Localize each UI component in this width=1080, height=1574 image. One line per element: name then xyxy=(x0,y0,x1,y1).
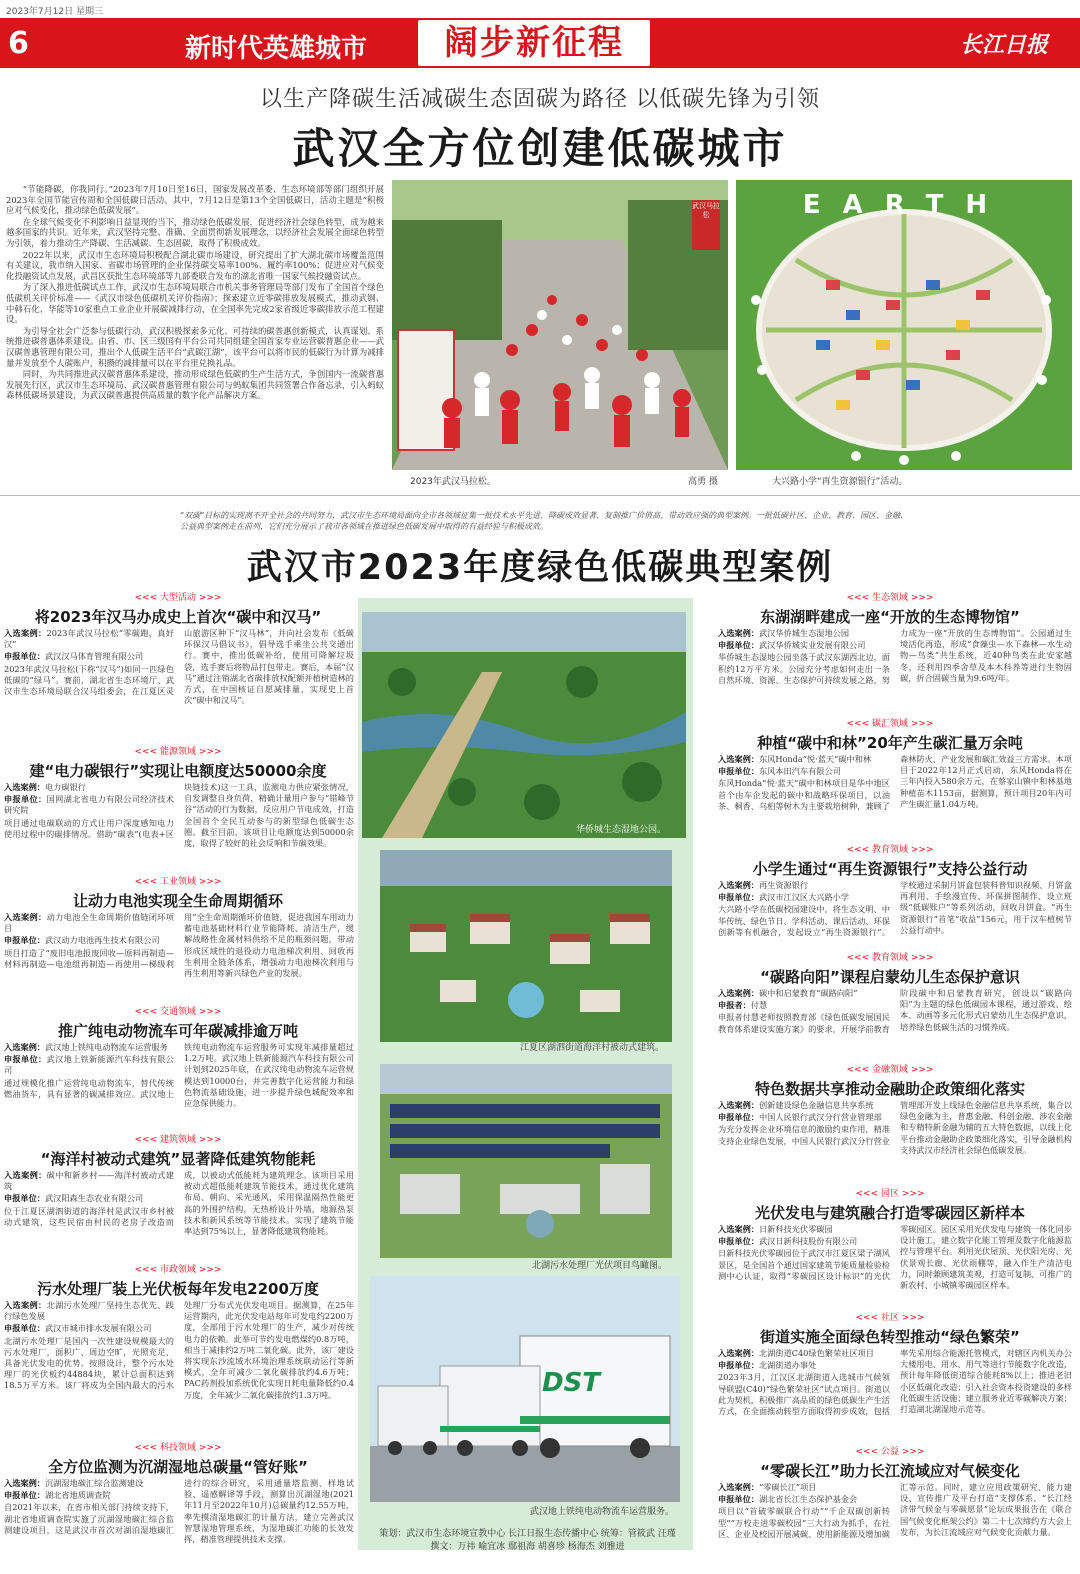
ev-fleet-photo xyxy=(370,1276,680,1502)
case-title: 东湖湖畔建成一座“开放的生态博物馆” xyxy=(760,608,1020,626)
case-title: 污水处理厂装上光伏板每年发电2200万度 xyxy=(37,1280,319,1298)
unit-label: 申报单位： xyxy=(4,1054,47,1065)
tag-label: 生态领域 xyxy=(871,593,908,603)
earth-activity-photo xyxy=(736,180,1072,470)
tag-park: <<< 园区 >>> xyxy=(855,1189,925,1199)
unit-label: 申报单位： xyxy=(718,1236,759,1247)
tag-label: 教育领域 xyxy=(871,845,908,855)
case-entry: 北湖街道C40绿色繁荣社区项目 xyxy=(758,1348,874,1358)
tag-building: <<< 建筑领域 >>> xyxy=(134,1135,222,1145)
case-title: 建“电力碳银行”实现让电额度达50000余度 xyxy=(29,762,327,780)
case-entry: 2023年武汉马拉松“零碳跑，真好汉” xyxy=(4,628,174,650)
reporter-label: 申报者： xyxy=(718,1000,751,1011)
tag-carbon-sink: <<< 碳汇领域 >>> xyxy=(846,719,934,729)
column-title: 新时代英雄城市 xyxy=(185,34,368,64)
earth-illustration xyxy=(736,180,1072,470)
tag-label: 金融领域 xyxy=(871,1065,908,1075)
cases-summary: “双碳”目标的实现离不开全社会的共同努力，武汉市生态环境局面向全市各领域征集一批技术水平先进、降碳成效显著、复制推广价值高、带动效应强的典型案例。一批低碳社区、企业、教育、园区、金融、公益典型案例走在前列，它们充分展示了我市各领域在推进绿色低碳发展中取得的有益经验与积极成效。 xyxy=(180,511,909,531)
marathon-illustration xyxy=(392,180,728,470)
village-illustration xyxy=(380,850,672,1042)
main-headline: 武汉全方位创建低碳城市 xyxy=(292,124,788,173)
case-unit: 北湖街道办事处 xyxy=(758,1360,817,1371)
case-unit: 中国人民银行武汉分行营业管理部 xyxy=(758,1112,882,1123)
tag-label: 科技领域 xyxy=(159,1443,196,1453)
entry-label: 入选案例： xyxy=(718,628,759,638)
case-entry: 北湖污水处理厂坚持生态优先、践行绿色发展 xyxy=(4,1300,174,1322)
tag-label: 碳汇领域 xyxy=(871,719,908,729)
unit-label: 申报单位： xyxy=(4,794,47,805)
case-title: 种植“碳中和林”20年产生碳汇量万余吨 xyxy=(757,734,1023,752)
case-entry: 日新科技光伏零碳园 xyxy=(758,1224,833,1234)
subheadline: 以生产降碳生活减碳生态固碳为路径 以低碳先锋为引领 xyxy=(260,87,820,112)
case-body xyxy=(718,628,1072,712)
entry-label: 入选案例： xyxy=(718,1224,759,1234)
newspaper-logo: 长江日报 xyxy=(960,32,1049,58)
case-unit: 武汉动力电池再生技术有限公司 xyxy=(44,935,160,946)
entry-label: 入选案例： xyxy=(4,1170,47,1180)
tag-municipal: <<< 市政领域 >>> xyxy=(134,1265,222,1275)
case-text: 项目打造了“废旧电池报废回收—原料再制造—材料再制造—电池组再制造—再使用—梯级利用”全生命周期循环价值链，促进我国车用动力蓄电池基础材料行业节能降耗、清洁生产，缓解战略性金属材料供给不足的瓶颈问题，带动形成区域性的退役动力电池梯次利用、回收再生利用全链条体系，增强动力电池梯次利用与再生利用等新兴绿色产业的发展。 xyxy=(4,912,354,979)
village-photo xyxy=(380,850,672,1042)
marathon-caption: 2023年武汉马拉松。 xyxy=(410,477,496,487)
case-text: 项目以“首破零碳联合行动”“千企双碳创新转型”“万校走进零碳校园”三大行动为抓手，在社区、企业及校园开展减碳、使用新能源及增加碳汇等示范。同时，建立应用政策研究、能力建设、宣传推广及平台打造“支撑体系，“长江经济带气候金与零碳愿景”论坛成果报告在《联合国气候变化框架公约》第二十七次缔约方大会上发布，为长江流域应对气候变化贡献力量。 xyxy=(718,1482,1072,1539)
case-body xyxy=(718,880,1072,948)
case-body xyxy=(4,1478,354,1570)
tag-tech: <<< 科技领域 >>> xyxy=(134,1443,222,1453)
page-number: 6 xyxy=(8,26,29,61)
case-entry: “零碳长江”项目 xyxy=(758,1482,817,1492)
case-body xyxy=(718,1100,1072,1182)
credits xyxy=(360,1528,695,1554)
unit-label: 申报单位： xyxy=(718,1112,759,1123)
tag-label: 社区 xyxy=(880,1313,899,1323)
race-sign-text: 武汉马拉松 xyxy=(692,202,720,219)
entry-label: 入选案例： xyxy=(718,754,759,764)
issue-weekday: 星期三 xyxy=(75,7,103,17)
tag-public-welfare: <<< 公益 >>> xyxy=(855,1447,925,1457)
unit-label: 申报单位： xyxy=(718,892,759,903)
case-text: 申报者付慧老师按照教育部《绿色低碳发展国民教育体系建设实施方案》的要求，开展学前教育阶段碳中和启蒙教育研究，创设以“碳路向阳”为主题的绿色低碳园本课程，通过游戏、绘本、动画等多元化形式启蒙幼儿生态保护意识，培养绿色低碳生活的习惯养成。 xyxy=(718,988,1072,1034)
case-text: 大兴路小学在低碳校园建设中，将生态文明、中华传统、绿色节日、学科活动、课后活动、环保创新等有机融合，发起设立“再生资源银行”。学校通过采制月饼盒包装科普知识视频、月饼盒再利用、手绘漫宣传、环保拼图制作、设立班级“低碳账户”等系列活动，回收月饼盒。“再生资源银行”首笔“收益”156元，用于汉车植树节公益行动中。 xyxy=(718,880,1072,937)
intro-paragraph: 2022年以来，武汉市生态环境局积极配合湖北碳市场建设，研究提出了扩大湖北碳市场覆盖范围有关建议，我市纳入国家、省碳市场管理的企业保持碳交易率100%、履约率100%；促进应对气候变化投融资试点发展，武昌区获批生态环境部等九部委联合发布的湖北省唯一国家气候投融资试点。 xyxy=(6,249,384,281)
case-unit: 东风本田汽车有限公司 xyxy=(758,766,841,777)
credits-plan: 策划：武汉市生态环境宣教中心 长江日报生态传播中心 统筹：管筱武 汪瑾 xyxy=(379,1529,676,1539)
credits-text: 撰文：万祎 喻宜冰 鄢祖海 胡喜珍 杨海杰 刘雅进 xyxy=(430,1542,625,1552)
case-title: 全方位监测为沉湖湿地总碳量“管好账” xyxy=(48,1458,308,1476)
unit-label: 申报单位： xyxy=(4,1323,45,1334)
trucks-illustration xyxy=(370,1276,680,1502)
unit-label: 申报单位： xyxy=(718,1360,759,1371)
case-entry: 动力电池全生命周期价值链闭环项目 xyxy=(4,912,174,934)
earth-letters: EARTH xyxy=(802,190,1010,220)
case-text: 2023年武汉马拉松(下称“汉马”)如同一匹绿色低碳的“绿马”。赛前，湖北省生态环境厅、武汉市生态环境局联合汉马组委会，在江夏区灵山旅游区种下“汉马林”，并向社会发布《低碳环保汉马倡议书》，倡导选手乘坐公共交通出行。赛中，推出低碳补给，使用可降解垃圾袋，选手赛后将物品打包带走。赛后，本届“汉马”通过注销湖北省碳排放权配额并植树造林的方式，在中国核证自愿减排量，实现史上首次“碳中和汉马”。 xyxy=(4,628,354,706)
case-body xyxy=(718,1482,1072,1570)
bus-caption: 武汉地上铁纯电动物流车运营服务。 xyxy=(530,1507,675,1517)
marathon-photo xyxy=(392,180,728,470)
entry-label: 入选案例： xyxy=(718,1100,759,1110)
case-entry: 再生资源银行 xyxy=(758,880,809,890)
park-caption: 华侨城生态湿地公园。 xyxy=(576,825,667,835)
case-title: 推广纯电动物流车可年碳减排逾万吨 xyxy=(57,1022,298,1040)
divider xyxy=(0,495,1080,496)
case-text: 项目通过电碳联动的方式让用户深度感知电力使用过程中的碳排情况。借助“碳表”(电表+区块链技术)这一工具，监测电力供应紧张情况，自发调整自身负荷，精确计量用户参与“错峰节谷”活动的行为数据，反应用户节电成效，打造全国首个全民互动参与的新型绿色低碳生态圈。截至目前，该项目让电额度达到50000余度，取得了较好的社会反响和节碳效果。 xyxy=(4,782,354,849)
case-text: 通过规模化推广运营纯电动物流车，替代传统燃油货车，具有显著的碳减排效应。武汉地上铁纯电动物流车运营服务可实现年减排量超过1.2万吨。武汉地上铁新能源汽车科技有限公司计划到2025年底，在武汉纯电动物流车运营规模达到10000台，并完善数字化运营能力和绿色物流基础设施，进一步提升绿色城配效率和应急保供能力。 xyxy=(4,1042,354,1109)
case-body xyxy=(718,754,1072,838)
intro-article xyxy=(6,184,384,484)
entry-label: 入选案例： xyxy=(718,988,759,998)
case-body xyxy=(718,1348,1072,1440)
case-title: “碳路向阳”课程启蒙幼儿生态保护意识 xyxy=(760,968,1020,986)
solar-illustration xyxy=(380,1064,672,1258)
case-unit: 武汉汉马体育管理有限公司 xyxy=(44,651,144,662)
column-slogan: 阔步新征程 xyxy=(418,20,650,66)
case-entry: 沉湖湿地碳汇综合监测建设 xyxy=(44,1478,144,1488)
unit-label: 申报单位： xyxy=(4,1193,45,1204)
tag-label: 大型活动 xyxy=(159,593,196,603)
unit-label: 申报单位： xyxy=(4,935,45,946)
case-body xyxy=(4,912,354,1002)
case-text: 位于江夏区湖泗街道的海洋村是武汉市乡村被动式建筑，这些民宿由村民的老房子改造而成，以被动式低能耗为建筑理念。该项目采用被动式超低能耗建筑节能技术，通过优化建筑布局、朝向、采光通风，采用保温隔热性能更高的外围护结构，无热桥设计外墙，地源热泵技术和新风系统等节能技术。实现了建筑节能率达到75%以上，显著降低建筑物能耗。 xyxy=(4,1170,354,1237)
case-title: “海洋村被动式建筑”显著降低建筑物能耗 xyxy=(40,1150,316,1168)
entry-label: 入选案例： xyxy=(718,880,759,890)
intro-paragraph: 为引导全社会广泛参与低碳行动，武汉积极探索多元化、可持续的碳普惠创新模式，认真谋划、系统推进碳普惠体系建设。由省、市、区三级国有平台公司共同组建全国首家专业运营碳普惠企业——武汉碳普惠管理有限公司，推出个人低碳生活平台“武碳江湖”，该平台可以将市民的低碳行为计算为减排量并发放至个人碳账户，积攒的减排量可以在平台里兑换礼品。 xyxy=(6,325,384,368)
entry-label: 入选案例： xyxy=(4,912,47,922)
tag-community: <<< 社区 >>> xyxy=(855,1313,925,1323)
case-entry: 创新建设绿色金融信息共享系统 xyxy=(758,1100,874,1110)
tag-transport: <<< 交通领域 >>> xyxy=(134,1007,222,1017)
case-title: 让动力电池实现全生命周期循环 xyxy=(72,892,283,910)
case-unit: 武汉阳森生态农业有限公司 xyxy=(44,1193,144,1204)
tag-label: 交通领域 xyxy=(159,1007,196,1017)
case-text: 2023年3月，江汉区北湖街道入选城市气候领导联盟(C40)“绿色繁荣社区”试点项目。街道以此为契机，积极推广高品质的绿色低碳生产生活方式，在全面推动转型方面取得初步成效，包括率先采用综合能源托管模式，对辖区内机关办公大楼用电、用水、用气等进行节能数字化改造，预计每年降低街道综合能耗8%以上；推进老旧小区低碳化改造；引入社会资本投资建设的多样化低碳生活设施；建立服务业近零碳解决方案；打造湖北湖湿地示范等。 xyxy=(718,1348,1072,1417)
entry-label: 入选案例： xyxy=(718,1482,759,1492)
case-title: 小学生通过“再生资源银行”支持公益行动 xyxy=(752,860,1028,878)
tag-ecology: <<< 生态领域 >>> xyxy=(846,593,934,603)
entry-label: 入选案例： xyxy=(4,628,47,638)
entry-label: 入选案例： xyxy=(4,782,45,792)
case-title: 街道实施全面绿色转型推动“绿色繁荣” xyxy=(760,1328,1020,1346)
marathon-credit: 高勇 摄 xyxy=(688,477,718,487)
tag-education-2: <<< 教育领域 >>> xyxy=(846,953,934,963)
tag-label: 市政领域 xyxy=(159,1265,196,1275)
unit-label: 申报单位： xyxy=(4,651,45,662)
case-text: 自2021年以来，在省市相关部门持续支持下，湖北省地质调查院实施了沉湖湿地碳汇综合监测建设项目，这是武汉市首次对湖泊湿地碳汇进行的综合研究，采用通量塔监测、样地试验、遥感解译等手段，测算出沉湖湿地(2021年11月至2022年10月)总碳量约12.55万吨，率先摸清湿地碳汇的计量方法，建立完善武汉智慧湿地管理系统，为湿地碳汇功能的长效发挥，精准管理提供技术支撑。 xyxy=(4,1478,354,1545)
case-reporter: 付慧 xyxy=(750,1000,768,1011)
village-caption: 江夏区湖泗街道海洋村被动式建筑。 xyxy=(520,1043,665,1053)
case-text: 东风Honda“悦·蓝天”碳中和林项目是华中地区首个由车企发起的碳中和战略环保项目，以油茶、桐香、乌桕等树木为主要栽培树种，兼顾了森林防火、产业发展和碳汇效益三方需求。本项目于2022年12月正式启动，东风Honda将在三年内投入580余万元，在蔡家山镇中和林基地种植苗木1153亩，据测算，预计项目20年内可产生碳汇量1.04万吨。 xyxy=(718,754,1072,811)
tag-label: 园区 xyxy=(880,1189,899,1199)
entry-label: 入选案例： xyxy=(4,1478,45,1488)
unit-label: 申报单位： xyxy=(718,640,759,651)
case-body xyxy=(4,1170,354,1260)
case-body xyxy=(4,1042,354,1128)
intro-paragraph: 同时，为共同推进武汉碳普惠体系建设，推动形成绿色低碳的生产生活方式，争创国内一流碳普惠发展先行区，武汉市生态环境局、武汉碳普惠管理有限公司与蚂蚁集团共同签署合作备忘录，引入蚂蚁森林低碳场景建设，为武汉碳普惠提供高质量的数字化产品解决方案。 xyxy=(6,369,384,401)
case-body xyxy=(4,628,354,742)
case-body xyxy=(718,1224,1072,1306)
tag-industry: <<< 工业领域 >>> xyxy=(134,877,222,887)
date-line xyxy=(0,0,1080,18)
case-entry: 碳中和启蒙教育“碳路向阳” xyxy=(758,988,858,998)
case-body xyxy=(4,1300,354,1436)
case-text: 日新科技光伏零碳园位于武汉市江夏区梁子湖风景区，是全国首个通过国家建筑节能质量检验检测中心认证，取得“零碳园区设计标识”的光伏零碳园区。园区采用光伏发电与建筑一体化同步设计施工，建立数字化能工管理及数字化能源监控与管理平台。利用光伏屋顶、光伏阳光房、光伏景观长廊、光伏雨棚等，融入作生产清洁电力，同时兼顾建筑美观，打造可复制、可推广的新农村、小城镇零碳园区样本。 xyxy=(718,1224,1072,1291)
tag-label: 能源领域 xyxy=(159,747,196,757)
intro-paragraph: 在全球气候变化不利影响日益显现的当下，推动绿色低碳发展，促进经济社会绿色转型，成为越来越多国家的共识。近年来，武汉坚持完整、准确、全面贯彻新发展理念，以经济社会发展全面绿色转型为引领，着力推动生产降碳、生活减碳、生态固碳，取得了积极成效。 xyxy=(6,216,384,248)
entry-label: 入选案例： xyxy=(4,1042,45,1052)
tag-event: <<< 大型活动 >>> xyxy=(134,593,222,603)
case-entry: 电力碳银行 xyxy=(44,782,86,792)
case-unit: 武汉日新科技股份有限公司 xyxy=(758,1236,858,1247)
cases-headline: 武汉市2023年度绿色低碳典型案例 xyxy=(246,548,834,588)
case-body xyxy=(4,782,354,872)
solar-plant-photo xyxy=(380,1064,672,1258)
unit-label: 申报单位： xyxy=(718,766,759,777)
wetland-park-photo xyxy=(362,612,686,838)
case-unit: 国网湖北省电力有限公司经济技术研究院 xyxy=(4,794,174,816)
truck-logo: DST xyxy=(542,1368,601,1398)
case-unit: 武汉华侨城实业发展有限公司 xyxy=(758,640,866,651)
case-unit: 湖北省地质调查院 xyxy=(44,1490,111,1501)
intro-paragraph: “节能降碳，你我同行。”2023年7月10日至16日，国家发展改革委、生态环境部等部门组织开展2023年全国节能宣传周和全国低碳日活动。其中，7月12日是第13个全国低碳日，活动主题是“积极应对气候变化，推动绿色低碳发展”。 xyxy=(6,184,384,216)
tag-label: 教育领域 xyxy=(871,953,908,963)
tag-label: 工业领域 xyxy=(159,877,196,887)
unit-label: 申报单位： xyxy=(4,1490,45,1501)
entry-label: 入选案例： xyxy=(4,1300,47,1310)
case-text: 华侨城生态湿地公园坐落于武汉东湖西北边，面积约12万平方米。公园充分考虑如何走出一条自然环境、资源、生态保护可持续发展之路，努力成为一座“开放的生态博物馆”。公园通过生境活化再造，形成“食藻虫—水下森林—水生动物—鸟类”共生系统，近40种鸟类在此安家越冬，还利用四季舍草及本木科养等进行生物固碳，折合固碳当量为9.6吨/年。 xyxy=(718,628,1072,685)
tag-finance: <<< 金融领域 >>> xyxy=(846,1065,934,1075)
case-entry: 武汉华侨城生态湿地公园 xyxy=(758,628,850,638)
case-text: 为充分发挥企业环境信息的激励约束作用，精准支持企业绿色发展，中国人民银行武汉分行营业管理部开发上线绿色金融信息共享系统，集合以绿色金融为主，普惠金融、科创金融、涉农金融和专精特新金融为辅的五大特色数据，以线上化平台推动金融助企政策细化落实，引导金融机构支持武汉市经济社会绿色低碳发展。 xyxy=(718,1100,1072,1155)
case-unit: 武汉市城市排水发展有限公司 xyxy=(44,1323,152,1334)
case-unit: 湖北省长江生态保护基金会 xyxy=(758,1494,858,1505)
case-entry: 碳中和新乡村——海洋村被动式建筑 xyxy=(4,1170,174,1192)
park-illustration xyxy=(362,612,686,838)
entry-label: 入选案例： xyxy=(718,1348,759,1358)
case-unit: 武汉地上铁新能源汽车科技有限公司 xyxy=(4,1054,174,1076)
tag-energy: <<< 能源领域 >>> xyxy=(134,747,222,757)
case-text: 北湖污水处理厂是国内一次性建设规模最大的污水处理厂，面积广、周边空旷，光照充足，具备光伏发电的优势。按照设计，整个污水处理厂的光伏板约44884块，累计总面积达到18.5万平方米。该厂将成为全国内最大的污水处理厂分布式光伏发电项目。据测算，在25年运营期内，此光伏发电站每年可发电约2200万度，全部用于污水处理厂的生产，减少对传统电力的依赖。此举可节约发电燃煤约0.8万吨，相当于减排约2万吨二氧化碳。此外，该厂建设将实现东沙流域水环境治理系统联动运行等新模式，全年可减少二氧化碳排放约4.6万吨；PAC药剂投加系统优化实现日耗电量降低约0.4万度，全年减少二氧化碳排放约1.3万吨。 xyxy=(4,1300,354,1400)
case-entry: 武汉地上铁纯电动物流车运营服务 xyxy=(44,1042,168,1052)
earth-caption: 大兴路小学“再生资源银行”活动。 xyxy=(772,477,908,487)
unit-label: 申报单位： xyxy=(718,1494,759,1505)
case-title: 光伏发电与建筑融合打造零碳园区新样本 xyxy=(754,1204,1025,1222)
tag-label: 公益 xyxy=(880,1447,899,1457)
issue-date: 2023年7月12日 xyxy=(6,7,74,17)
case-entry: 东风Honda“悦·蓝天”碳中和林 xyxy=(758,754,872,764)
case-title: “零碳长江”助力长江流域应对气候变化 xyxy=(760,1462,1020,1480)
tag-education-1: <<< 教育领域 >>> xyxy=(846,845,934,855)
tag-label: 建筑领域 xyxy=(159,1135,196,1145)
case-body xyxy=(718,988,1072,1058)
solar-caption: 北湖污水处理厂光伏项目鸟瞰图。 xyxy=(532,1261,668,1271)
case-title: 特色数据共享推动金融助企政策细化落实 xyxy=(754,1080,1025,1098)
case-title: 将2023年汉马办成史上首次“碳中和汉马” xyxy=(34,608,322,626)
case-unit: 武汉市江汉区大兴路小学 xyxy=(758,892,850,903)
intro-paragraph: 为了深入推进低碳试点工作，武汉市生态环境局联合市机关事务管理局等部门发布了全国首个绿色低碳机关评价标准——《武汉市绿色低碳机关评价指南》；探索建立近零碳排放发展模式，推动武钢、中韩石化、华能等10家重点工业企业开展碳减排行动，在全国率先完成2家省级近零碳排放示范工程建设。 xyxy=(6,282,384,325)
